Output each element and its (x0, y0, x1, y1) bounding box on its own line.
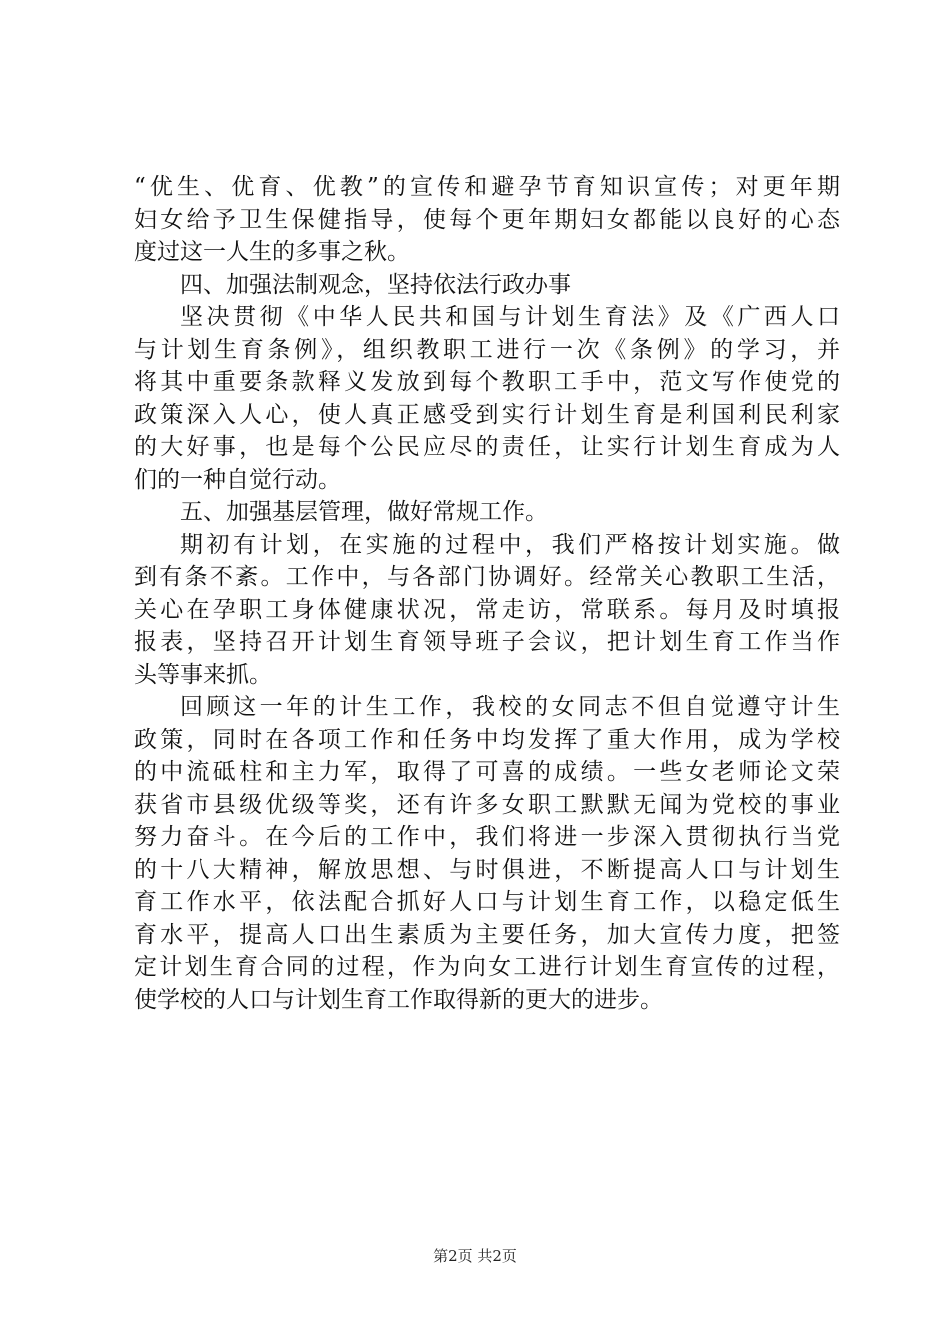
body-text-line: 坚决贯彻《中华人民共和国与计划生育法》及《广西人口 (180, 304, 840, 330)
body-text-line: 使学校的人口与计划生育工作取得新的更大的进步。 (134, 986, 663, 1013)
body-text-line: 关心在孕职工身体健康状况，常走访，常联系。每月及时填报 (134, 596, 840, 623)
body-text-line: 期初有计划，在实施的过程中，我们严格按计划实施。做 (180, 531, 840, 558)
body-text-line: 育工作水平，依法配合抓好人口与计划生育工作，以稳定低生 (134, 889, 840, 915)
body-text-line: 的中流砥柱和主力军，取得了可喜的成绩。一些女老师论文荣 (134, 759, 840, 785)
body-text-line: 报表，坚持召开计划生育领导班子会议，把计划生育工作当作 (134, 629, 840, 655)
body-text-line: 努力奋斗。在今后的工作中，我们将进一步深入贯彻执行当党 (134, 824, 840, 850)
body-text-line: “优生、优育、优教”的宣传和避孕节育知识宣传；对更年期 (134, 174, 840, 200)
body-text-line: 政策深入人心，使人真正感受到实行计划生育是利国利民利家 (134, 401, 840, 428)
body-text-line: 度过这一人生的多事之秋。 (134, 239, 410, 265)
page-footer: 第2页 共2页 (433, 1247, 517, 1265)
document-body (134, 171, 840, 1016)
body-text-line: 回顾这一年的计生工作，我校的女同志不但自觉遵守计生 (180, 694, 840, 720)
body-text-line: 育水平，提高人口出生素质为主要任务，加大宣传力度，把签 (134, 921, 840, 948)
body-text-line: 的大好事，也是每个公民应尽的责任，让实行计划生育成为人 (134, 434, 840, 460)
body-text-line: 四、加强法制观念，坚持依法行政办事 (180, 271, 571, 298)
body-text-line: 们的一种自觉行动。 (134, 466, 341, 493)
body-text-line: 与计划生育条例》，组织教职工进行一次《条例》的学习，并 (134, 336, 840, 363)
body-text-line: 五、加强基层管理，做好常规工作。 (180, 499, 548, 525)
body-text-line: 到有条不紊。工作中，与各部门协调好。经常关心教职工生活， (134, 564, 840, 590)
body-text-line: 的十八大精神，解放思想、与时俱进，不断提高人口与计划生 (134, 856, 840, 883)
body-text-line: 将其中重要条款释义发放到每个教职工手中，范文写作使党的 (134, 369, 840, 395)
body-text-line: 头等事来抓。 (134, 661, 272, 688)
body-text-line: 定计划生育合同的过程，作为向女工进行计划生育宣传的过程， (134, 954, 840, 980)
body-text-line: 政策，同时在各项工作和任务中均发挥了重大作用，成为学校 (134, 726, 840, 753)
body-text-line: 妇女给予卫生保健指导，使每个更年期妇女都能以良好的心态 (134, 206, 840, 233)
body-text-line: 获省市县级优级等奖，还有许多女职工默默无闻为党校的事业 (134, 791, 840, 818)
